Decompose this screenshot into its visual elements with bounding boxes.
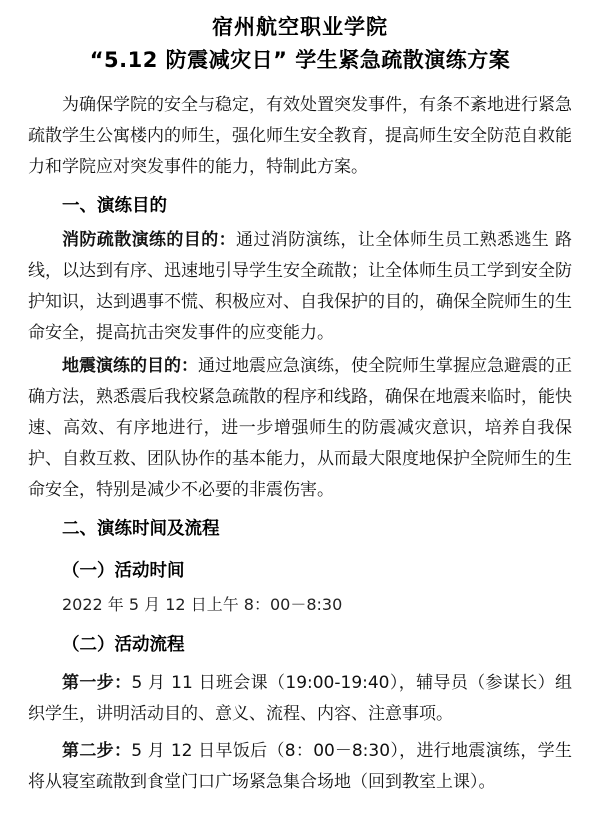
page-title-subject: “5.12 防震减灾日” 学生紧急疏散演练方案	[89, 48, 511, 72]
page-title-institution: 宿州航空职业学院	[212, 15, 388, 39]
document-title-block	[28, 12, 572, 76]
section-1-sub-1-lead: 消防疏散演练的目的：	[62, 230, 236, 250]
step-2-paragraph	[28, 736, 572, 798]
step-1-paragraph	[28, 668, 572, 730]
activity-time-value: 2022 年 5 月 12 日上午 8：00－8:30	[62, 595, 343, 614]
section-1-sub-2-text: 通过地震应急演练，使全院师生掌握应急避震的正确方法，熟悉震后我校紧急疏散的程序和线路，确保在地震来临时，能快速、高效、有序地进行，进一步增强师生的防震减灾意识，培养自我保护、自救互救、团队协作的基本能力，从而最大限度地保护全院师生的生命安全，特别是减少不必要的非震伤害。	[28, 356, 572, 500]
step-1-label: 第一步：	[62, 673, 132, 693]
step-1-text: 5 月 11 日班会课（19:00-19:40），辅导员（参谋长）组织学生，讲明活动目的、意义、流程、内容、注意事项。	[28, 673, 572, 724]
section-2-heading: 二、演练时间及流程	[62, 519, 220, 539]
intro-paragraph: 为确保学院的安全与稳定，有效处置突发事件，有条不紊地进行紧急疏散学生公寓楼内的师生，强化师生安全教育，提高师生安全防范自救能力和学院应对突发事件的能力，特制此方案。	[28, 95, 572, 177]
section-1-heading: 一、演练目的	[62, 196, 167, 216]
section-1-sub-1-paragraph	[28, 225, 572, 349]
section-1-sub-2-paragraph	[28, 351, 572, 506]
document-body	[28, 90, 572, 798]
step-2-label: 第二步：	[62, 741, 132, 761]
step-2-text: 5 月 12 日早饭后（8：00－8:30），进行地震演练，学生将从寝室疏散到食堂门口广场紧急集合场地（回到教室上课）。	[28, 741, 572, 792]
section-1-sub-2-lead: 地震演练的目的：	[62, 356, 198, 376]
section-2-sub-1-heading: （一）活动时间	[62, 561, 185, 581]
section-1-sub-1-text: 通过消防演练，让全体师生员工熟悉逃生 路线，以达到有序、迅速地引导学生安全疏散；让全体师生员工学到安全防护知识，达到遇事不慌、积极应对、自我保护的目的，确保全院师生的生命安全，提高抗击突发事件的应变能力。	[28, 230, 572, 343]
section-2-sub-2-heading: （二）活动流程	[62, 635, 185, 655]
